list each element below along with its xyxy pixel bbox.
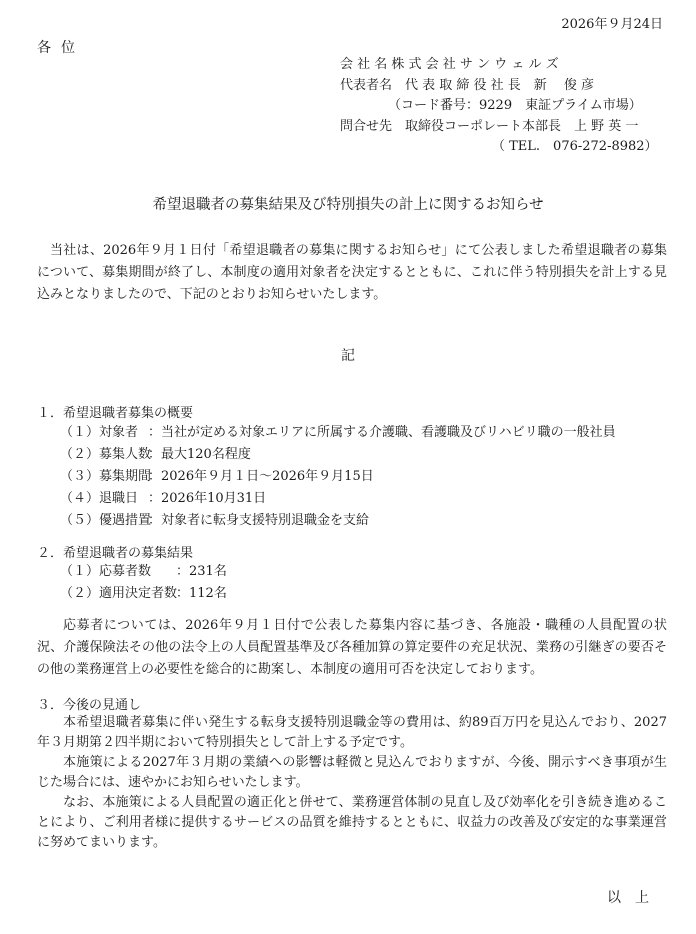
item-label: （１）応募者数 — [60, 564, 152, 579]
section1-item — [60, 510, 369, 532]
item-value: ：最大120名程度 — [148, 447, 251, 462]
item-label: （２）適用決定者数 — [60, 586, 178, 601]
section1-item — [60, 444, 251, 466]
item-value: ：2026年９月１日～2026年９月15日 — [148, 469, 374, 484]
closing-mark: 以上 — [607, 890, 663, 906]
ki-heading: 記 — [341, 348, 355, 364]
document-title: 希望退職者の募集結果及び特別損失の計上に関するお知らせ — [152, 197, 544, 213]
section1-heading: １．希望退職者募集の概要 — [37, 406, 194, 421]
item-label: （４）退職日 — [60, 491, 139, 506]
item-label: （２）募集人数 — [60, 447, 152, 462]
item-value: ：当社が定める対象エリアに所属する介護職、看護職及びリハビリ職の一般社員 — [148, 425, 616, 440]
representative: 代表者名 代 表 取 締 役 社 長 新 俊 彦 — [340, 77, 595, 93]
item-value: ：112名 — [176, 586, 227, 601]
contact-person: 問合せ先 取締役コーポレート本部長 上 野 英 一 — [340, 118, 639, 134]
stock-code: （コード番号：9229 東証プライム市場） — [388, 98, 642, 113]
section2-item — [60, 583, 227, 605]
section3-heading: ３．今後の見通し — [37, 698, 142, 713]
addressee: 各位 — [37, 40, 85, 56]
section2-heading: ２．希望退職者の募集結果 — [37, 546, 194, 561]
section2-item — [60, 561, 227, 583]
item-value: ：231名 — [176, 564, 227, 579]
item-label: （３）募集期間 — [60, 469, 152, 484]
item-label: （１）対象者 — [60, 425, 139, 440]
company-name: 会 社 名 株 式 会 社 サ ン ウ ェ ル ズ — [340, 57, 559, 72]
document-date: 2026年９月24日 — [561, 17, 663, 32]
section1-item — [60, 488, 266, 510]
section1-item — [60, 466, 374, 488]
item-value: ：2026年10月31日 — [148, 491, 267, 506]
section3-paragraph: 本施策による2027年３月期の業績への影響は軽微と見込んでおりますが、今後、開示すべき事項が生じた場合には、速やかにお知らせいたします。 — [37, 755, 667, 790]
intro-paragraph: 当社は、2026年９月１日付「希望退職者の募集に関するお知らせ」にて公表しました希望退職者の募集について、募集期間が終了し、本制度の適用対象者を決定するとともに、これに伴う特別損失を計上する見込みとなりましたので、下記のとおりお知らせいたします。 — [37, 243, 667, 302]
contact-tel: （ TEL. 076-272-8982） — [492, 139, 658, 154]
section3-paragraph: 本希望退職者募集に伴い発生する転身支援特別退職金等の費用は、約89百万円を見込んでおり、2027年３月期第２四半期において特別損失として計上する予定です。 — [37, 715, 667, 750]
item-label: （５）優遇措置 — [60, 513, 152, 528]
sender-block — [340, 55, 658, 158]
section2-paragraph: 応募者については、2026年９月１日付で公表した募集内容に基づき、各施設・職種の人員配置の状況、介護保険法その他の法令上の人員配置基準及び各種加算の算定要件の充足状況、業務の引継ぎの要否その他の業務運営上の必要性を総合的に勘案し、本制度の適用可否を決定しております。 — [37, 618, 667, 677]
section3-paragraph: なお、本施策による人員配置の適正化と併せて、業務運営体制の見直し及び効率化を引き続き進めることにより、ご利用者様に提供するサービスの品質を維持するとともに、収益力の改善及び安定的な事業運営に努めてまいります。 — [37, 795, 667, 850]
section1-item — [60, 422, 616, 444]
item-value: ：対象者に転身支援特別退職金を支給 — [148, 513, 370, 528]
